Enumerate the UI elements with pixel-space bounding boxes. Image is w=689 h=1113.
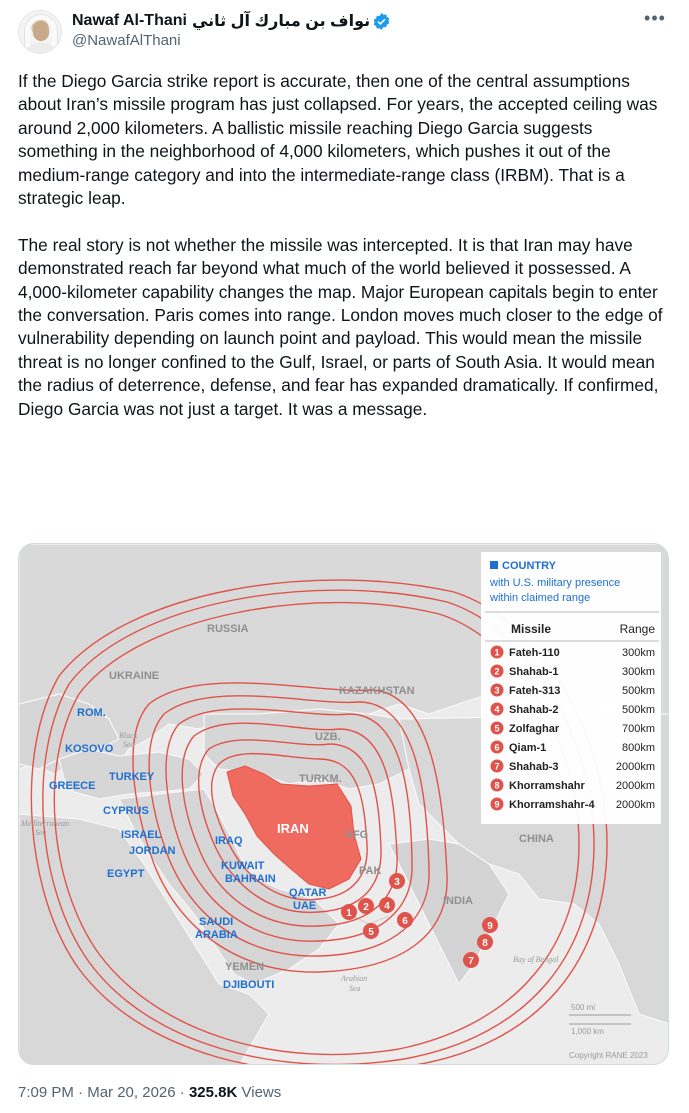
tweet-date[interactable]: Mar 20, 2026: [87, 1084, 176, 1101]
tweet-header: [18, 8, 673, 58]
legend-marker-number: 9: [494, 799, 500, 810]
legend-missile-name: Shahab-1: [509, 666, 559, 678]
avatar-face: [33, 21, 49, 41]
label-mediterranean: Mediterranean: [21, 819, 69, 828]
legend-missile-range: 2000km: [615, 780, 655, 792]
label-cyprus: CYPRUS: [103, 805, 149, 817]
legend-note: within claimed range: [490, 592, 591, 604]
legend-marker-number: 5: [494, 723, 500, 734]
legend-missile-name: Shahab-2: [509, 704, 559, 716]
tweet-media-map[interactable]: [18, 543, 669, 1065]
arabic-display-name[interactable]: نواف بن مبارك آل ثاني: [191, 13, 371, 30]
legend-marker-number: 7: [494, 761, 500, 772]
label-arabian-sea: Arabian: [341, 974, 368, 983]
label-egypt: EGYPT: [107, 868, 145, 880]
label-black-sea: Sea: [123, 740, 135, 749]
label-djibouti: DJIBOUTI: [223, 979, 275, 991]
legend-missile-range: 800km: [621, 742, 655, 754]
legend-marker-number: 8: [494, 780, 500, 791]
legend-note: with U.S. military presence: [490, 577, 621, 589]
label-qatar: QATAR: [289, 887, 327, 899]
tweet-paragraph: The real story is not whether the missile was intercepted. It is that Iran may have demonstrated reach far beyond what much of the world believed it possessed. A 4,000-kilometer capability changes the map. Major European capitals begin to enter the conversation. Paris comes into range. London moves much closer to the edge of vulnerability depending on launch point and payload. This would mean the missile threat is no longer confined to the Gulf, Israel, or parts of South Asia. It would mean the radius of deterrence, defense, and fear has expanded dramatically. If confirmed, Diego Garcia was not just a target. It was a message.: [18, 234, 663, 419]
legend-marker-number: 1: [494, 647, 500, 658]
ring-marker-label: 9: [487, 921, 493, 932]
label-china: CHINA: [519, 833, 554, 845]
ring-marker-label: 7: [468, 956, 474, 967]
label-bahrain: BAHRAIN: [225, 873, 276, 885]
legend-marker-number: 2: [494, 666, 500, 677]
label-iran: IRAN: [277, 821, 309, 836]
label-black-sea: Black: [119, 731, 138, 740]
ring-marker-label: 1: [346, 908, 352, 919]
label-turkey: TURKEY: [109, 771, 155, 783]
ring-marker-label: 4: [384, 901, 390, 912]
legend-marker-number: 4: [494, 704, 500, 715]
legend-marker-number: 3: [494, 685, 500, 696]
display-name[interactable]: Nawaf Al-Thani: [72, 12, 187, 29]
ring-marker-label: 8: [482, 938, 488, 949]
label-israel: ISRAEL: [121, 829, 162, 841]
label-greece: GREECE: [49, 780, 96, 792]
label-bay-of-bengal: Bay of Bengal: [513, 955, 559, 964]
scale-km: 1,000 km: [571, 1027, 604, 1036]
tweet-meta: [18, 1084, 281, 1101]
map-copyright: Copyright RANE 2023: [569, 1051, 648, 1060]
legend-marker-number: 6: [494, 742, 500, 753]
label-iraq: IRAQ: [215, 835, 243, 847]
label-ukraine: UKRAINE: [109, 670, 160, 682]
legend-missile-range: 2000km: [615, 799, 655, 811]
legend-missile-range: 500km: [621, 685, 655, 697]
label-saudi-arabia: SAUDI: [199, 916, 234, 928]
legend-missile-range: 2000km: [615, 761, 655, 773]
ring-marker-label: 6: [402, 916, 408, 927]
label-uzb: UZB.: [315, 731, 341, 743]
more-horizontal-icon[interactable]: •••: [644, 8, 666, 28]
label-kuwait: KUWAIT: [221, 860, 265, 872]
separator: ·: [78, 1084, 84, 1101]
label-mediterranean: Sea: [35, 828, 47, 837]
verified-badge-icon: [373, 13, 390, 30]
legend-missile-name: Fateh-110: [509, 647, 560, 659]
views-count[interactable]: 325.8K: [188, 1084, 238, 1101]
legend-missile-name: Fateh-313: [509, 685, 561, 697]
label-india: INDIA: [443, 895, 473, 907]
label-turkm: TURKM.: [299, 773, 342, 785]
legend-col-range: Range: [619, 622, 655, 636]
tweet-time[interactable]: 7:09 PM: [18, 1084, 74, 1101]
legend-col-missile: Missile: [511, 622, 552, 636]
label-pak: PAK: [359, 865, 382, 877]
label-kosovo: KOSOVO: [65, 743, 114, 755]
label-uae: UAE: [293, 900, 317, 912]
views-label: Views: [241, 1084, 282, 1101]
legend-missile-name: Qiam-1: [509, 742, 547, 754]
separator: ·: [179, 1084, 185, 1101]
legend-missile-name: Khorramshahr-4: [509, 799, 595, 811]
legend-missile-range: 300km: [621, 666, 655, 678]
label-yemen: YEMEN: [225, 961, 265, 973]
user-handle[interactable]: @NawafAlThani: [72, 32, 181, 49]
label-saudi-arabia: ARABIA: [195, 929, 238, 941]
scale-mi: 500 mi: [571, 1003, 596, 1012]
label-afg: AFG: [345, 829, 369, 841]
label-russia: RUSSIA: [207, 623, 249, 635]
missile-range-map: [19, 544, 669, 1065]
name-row: [72, 10, 390, 32]
legend-missile-range: 500km: [621, 704, 655, 716]
legend-country: COUNTRY: [502, 560, 556, 572]
ring-marker-label: 5: [368, 927, 374, 938]
avatar[interactable]: [18, 10, 62, 54]
label-rom: ROM.: [77, 707, 106, 719]
ring-marker-label: 2: [363, 902, 369, 913]
tweet-text: [18, 70, 673, 421]
tweet-paragraph: If the Diego Garcia strike report is accurate, then one of the central assumptions about Iran’s missile program has just collapsed. For years, the accepted ceiling was around 2,000 kilometers. A ballistic missile reaching Diego Garcia suggests something in the neighborhood of 4,000 kilometers, which pushes it out of the medium-range category and into the intermediate-range class (IRBM). That is a strategic leap.: [18, 71, 658, 209]
label-kazakhstan: KAZAKHSTAN: [339, 685, 415, 697]
legend-missile-range: 300km: [621, 647, 655, 659]
legend-missile-name: Khorramshahr: [509, 780, 585, 792]
legend-missile-name: Zolfaghar: [509, 723, 560, 735]
legend-missile-name: Shahab-3: [509, 761, 559, 773]
ring-marker-label: 3: [394, 877, 400, 888]
label-jordan: JORDAN: [129, 845, 176, 857]
legend-missile-range: 700km: [621, 723, 655, 735]
label-arabian-sea: Sea: [349, 984, 361, 993]
